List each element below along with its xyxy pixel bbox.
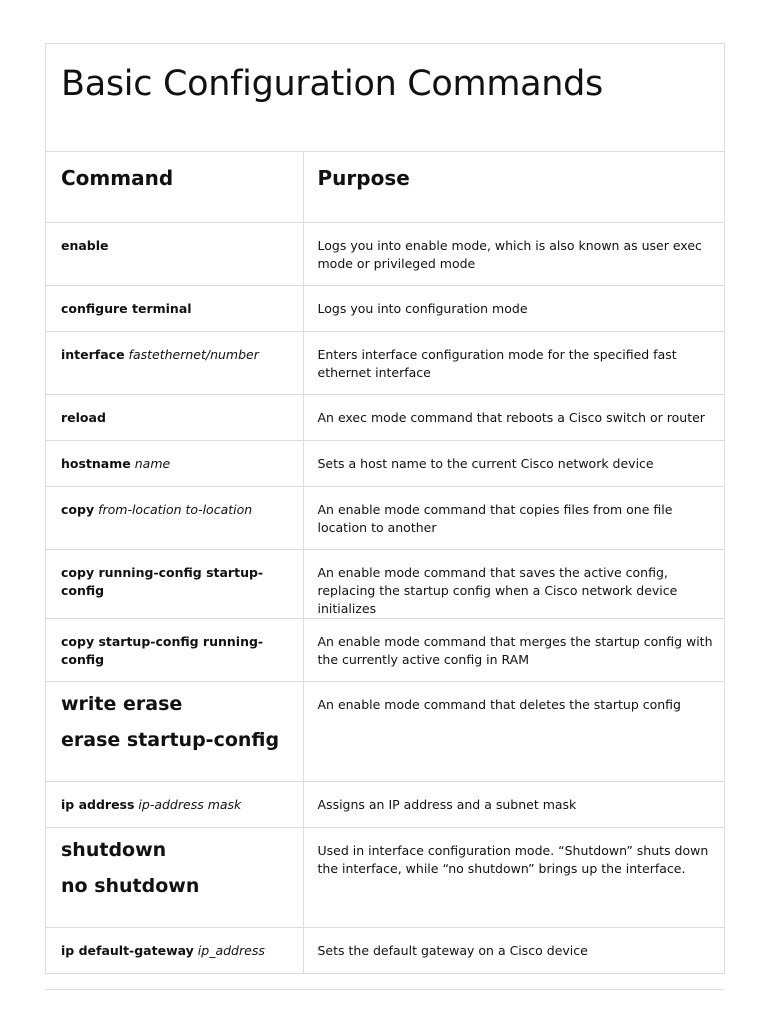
command-reference-table	[45, 43, 725, 974]
purpose-cell: Logs you into configuration mode	[303, 285, 724, 331]
table-row	[46, 440, 724, 486]
command-cell	[46, 781, 303, 827]
title-cell	[46, 44, 724, 152]
command-cell	[46, 222, 303, 285]
command-text: shutdown	[61, 838, 167, 861]
table-row	[46, 827, 724, 927]
purpose-cell: Assigns an IP address and a subnet mask	[303, 781, 724, 827]
command-cell	[46, 394, 303, 440]
command-cell	[46, 331, 303, 394]
command-text: enable	[61, 237, 109, 253]
command-cell	[46, 285, 303, 331]
table-row	[46, 222, 724, 285]
purpose-cell: Used in interface configuration mode. “Shutdown” shuts down the interface, while “no shutdown” brings up the interface.	[303, 827, 724, 927]
command-cell	[46, 440, 303, 486]
command-text: ip default-gateway	[61, 942, 194, 958]
purpose-cell: Logs you into enable mode, which is also known as user exec mode or privileged mode	[303, 222, 724, 285]
command-text: copy running-config startup-config	[61, 564, 264, 598]
table-row	[46, 331, 724, 394]
table-row	[46, 681, 724, 781]
page-title: Basic Configuration Commands	[61, 64, 603, 104]
purpose-cell: An enable mode command that saves the active config, replacing the startup config when a Cisco network device initializes	[303, 549, 724, 618]
command-argument: ip_address	[197, 942, 265, 958]
purpose-cell: An enable mode command that copies files from one file location to another	[303, 486, 724, 549]
column-header-command: Command	[46, 152, 303, 222]
command-cell	[46, 618, 303, 681]
command-text: copy startup-config running-config	[61, 633, 264, 667]
table-row	[46, 394, 724, 440]
command-cell	[46, 681, 303, 781]
table-row	[46, 781, 724, 827]
purpose-cell: Sets a host name to the current Cisco network device	[303, 440, 724, 486]
command-text: write erase	[61, 692, 183, 715]
command-argument: name	[134, 455, 171, 471]
command-text-alt: no shutdown	[61, 874, 200, 897]
command-cell	[46, 827, 303, 927]
command-cell	[46, 927, 303, 973]
command-text-alt: erase startup-config	[61, 728, 280, 751]
command-text: hostname	[61, 455, 131, 471]
command-text: ip address	[61, 796, 135, 812]
command-cell	[46, 486, 303, 549]
footer-divider	[45, 989, 725, 990]
command-argument: fastethernet/number	[128, 346, 259, 362]
purpose-cell: An enable mode command that deletes the startup config	[303, 681, 724, 781]
command-argument: ip-address mask	[138, 796, 242, 812]
table-header-row	[46, 152, 724, 222]
purpose-cell: An exec mode command that reboots a Cisco switch or router	[303, 394, 724, 440]
column-header-purpose: Purpose	[303, 152, 724, 222]
purpose-cell: Enters interface configuration mode for the specified fast ethernet interface	[303, 331, 724, 394]
command-text: configure terminal	[61, 300, 192, 316]
command-argument: from-location to-location	[98, 501, 253, 517]
command-text: copy	[61, 501, 95, 517]
table-row	[46, 285, 724, 331]
table-row	[46, 927, 724, 973]
table-row	[46, 549, 724, 618]
commands-table	[46, 152, 724, 973]
table-row	[46, 618, 724, 681]
table-row	[46, 486, 724, 549]
command-cell	[46, 549, 303, 618]
command-text: reload	[61, 409, 106, 425]
purpose-cell: An enable mode command that merges the startup config with the currently active config in RAM	[303, 618, 724, 681]
command-text: interface	[61, 346, 125, 362]
purpose-cell: Sets the default gateway on a Cisco device	[317, 942, 588, 958]
